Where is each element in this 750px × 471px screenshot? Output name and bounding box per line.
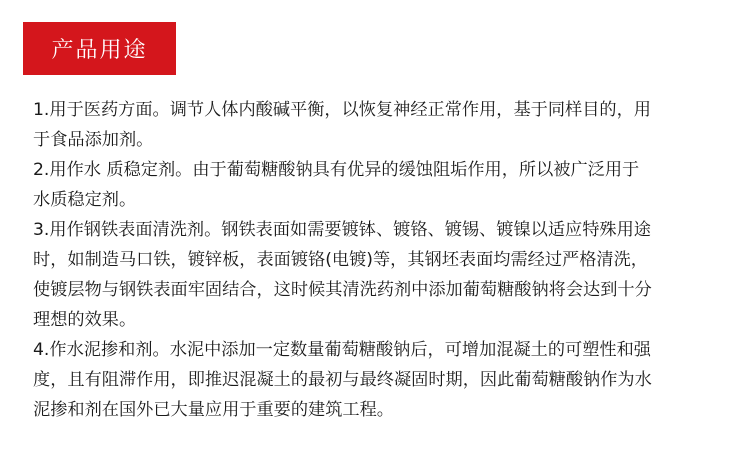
paragraph-line: 2.用作水 质稳定剂。由于葡萄糖酸钠具有优异的缓蚀阻垢作用，所以被广泛用于 (33, 160, 640, 180)
usage-paragraph-4 (33, 335, 723, 425)
paragraph-line: 于食品添加剂。 (33, 130, 154, 150)
paragraph-line: 使镀层物与钢铁表面牢固结合，这时候其清洗药剂中添加葡萄糖酸钠将会达到十分 (33, 280, 652, 300)
usage-paragraph-3 (33, 215, 723, 335)
paragraph-line: 时，如制造马口铁，镀锌板，表面镀铬(电镀)等，其钢坯表面均需经过严格清洗， (33, 250, 648, 270)
paragraph-line: 4.作水泥掺和剂。水泥中添加一定数量葡萄糖酸钠后，可增加混凝土的可塑性和强 (33, 340, 651, 360)
paragraph-line: 3.用作钢铁表面清洗剂。钢铁表面如需要镀钵、镀铬、镀锡、镀镍以适应特殊用途 (33, 220, 651, 240)
usage-paragraph-1 (33, 95, 723, 155)
paragraph-line: 水质稳定剂。 (33, 190, 137, 210)
paragraph-line: 1.用于医药方面。调节人体内酸碱平衡，以恢复神经正常作用，基于同样目的，用 (33, 100, 651, 120)
usage-paragraph-2 (33, 155, 723, 215)
paragraph-line: 度，且有阻滞作用，即推迟混凝土的最初与最终凝固时期，因此葡萄糖酸钠作为水 (33, 370, 652, 390)
usage-content (33, 95, 723, 425)
paragraph-line: 理想的效果。 (33, 310, 137, 330)
section-title: 产品用途 (51, 38, 148, 63)
section-header (23, 22, 176, 75)
paragraph-line: 泥掺和剂在国外已大量应用于重要的建筑工程。 (33, 400, 394, 420)
